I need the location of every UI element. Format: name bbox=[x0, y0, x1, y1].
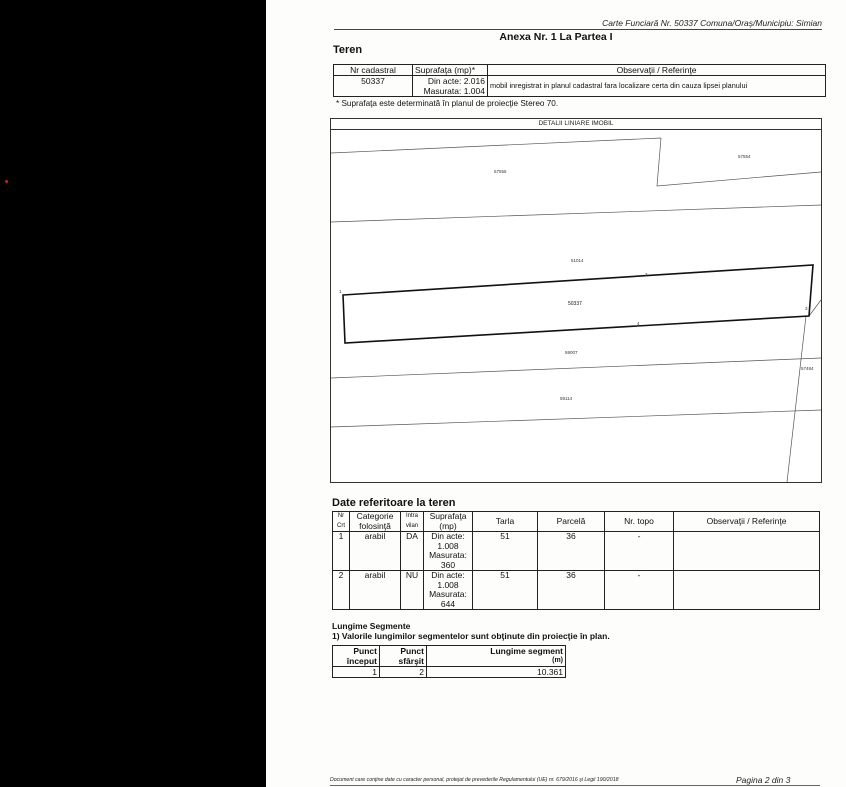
carte-funciara-header: Carte Funciară Nr. 50337 Comuna/Oraş/Municipiu: Simian bbox=[602, 18, 822, 28]
punct-inceput: 1 bbox=[333, 667, 380, 678]
suprafata-cell bbox=[413, 76, 488, 97]
th-nr-topo: Nr. topo bbox=[605, 512, 674, 532]
table-row bbox=[333, 571, 820, 610]
footer-notice: Document care conţine date cu caracter personal, protejat de prevederile Regulamentului (UE) nr. 679/2016 şi Legii 190/2018 bbox=[330, 777, 619, 783]
parcela: 36 bbox=[538, 532, 605, 571]
th-punct-inceput: Punct început bbox=[333, 646, 380, 667]
footer-divider bbox=[330, 785, 820, 786]
boundary-line bbox=[331, 410, 821, 427]
th-tarla: Tarla bbox=[473, 512, 538, 532]
observatii bbox=[674, 532, 820, 571]
lungime-note: 1) Valorile lungimilor segmentelor sunt obţinute din proiecţie în plan. bbox=[332, 631, 610, 641]
label-51014: 51014 bbox=[571, 258, 584, 263]
plan-title: DETALII LINIARE IMOBIL bbox=[331, 119, 821, 130]
date-referitoare-title: Date referitoare la teren bbox=[332, 497, 456, 509]
categorie: arabil bbox=[350, 571, 401, 610]
th-nr-cadastral: Nr cadastral bbox=[334, 65, 413, 76]
observatii: mobil inregistrat in planul cadastral fara localizare certa din cauza lipsei planului bbox=[488, 76, 826, 97]
nr-crt: 2 bbox=[333, 571, 350, 610]
th-punct-sfarsit: Punct sfârşit bbox=[380, 646, 427, 667]
nr-cadastral: 50337 bbox=[334, 76, 413, 97]
din-acte: Din acte: 1.008 bbox=[431, 531, 465, 551]
plan-drawing bbox=[331, 130, 821, 482]
header-divider bbox=[334, 29, 822, 30]
th-intravilan: Intra vilan bbox=[401, 512, 424, 532]
suprafata-cell bbox=[424, 532, 473, 571]
point-2: 2 bbox=[645, 272, 648, 277]
label-59114: 59114 bbox=[560, 396, 573, 401]
tarla: 51 bbox=[473, 571, 538, 610]
nr-crt: 1 bbox=[333, 532, 350, 571]
nr-topo: - bbox=[605, 571, 674, 610]
parcela: 36 bbox=[538, 571, 605, 610]
th-parcela: Parcelă bbox=[538, 512, 605, 532]
th-lungime-segment bbox=[427, 646, 566, 667]
boundary-line bbox=[787, 316, 806, 482]
label-57554: 57554 bbox=[738, 154, 751, 159]
label-59007: 59007 bbox=[565, 350, 578, 355]
boundary-line bbox=[331, 358, 821, 378]
th-categorie: Categorie folosinţă bbox=[350, 512, 401, 532]
anexa-title: Anexa Nr. 1 La Partea I bbox=[499, 31, 613, 43]
punct-sfarsit: 2 bbox=[380, 667, 427, 678]
lungime-title: Lungime Segmente bbox=[332, 621, 411, 631]
page-number: Pagina 2 din 3 bbox=[736, 775, 791, 785]
masurata: Masurata: 360 bbox=[429, 550, 467, 570]
boundary-line bbox=[331, 205, 821, 222]
din-acte: Din acte: 2.016 bbox=[427, 76, 485, 86]
point-3: 3 bbox=[805, 306, 808, 311]
th-suprafata-mp: Suprafaţa (mp) bbox=[424, 512, 473, 532]
intravilan: NU bbox=[401, 571, 424, 610]
observatii bbox=[674, 571, 820, 610]
boundary-line bbox=[331, 138, 661, 153]
th-observatii-ref: Observaţii / Referinţe bbox=[674, 512, 820, 532]
table-row bbox=[333, 532, 820, 571]
th-observatii: Observaţii / Referinţe bbox=[488, 65, 826, 76]
masurata: Masurata: 1.004 bbox=[423, 86, 485, 96]
lungime-segment: 10.361 bbox=[427, 667, 566, 678]
plan-imobil bbox=[330, 118, 822, 483]
label-57484: 57484 bbox=[801, 366, 814, 371]
lungime-unit: (m) bbox=[552, 657, 563, 664]
lungime-section bbox=[332, 621, 610, 641]
point-4: 4 bbox=[637, 321, 640, 326]
label-57555: 57555 bbox=[494, 169, 507, 174]
masurata: Masurata: 644 bbox=[429, 589, 467, 609]
intravilan: DA bbox=[401, 532, 424, 571]
lungime-table bbox=[332, 645, 566, 678]
red-dot bbox=[5, 180, 8, 183]
din-acte: Din acte: 1.008 bbox=[431, 570, 465, 590]
document-page bbox=[266, 0, 846, 787]
stereo-note: * Suprafaţa este determinată în planul de proiecţie Stereo 70. bbox=[336, 99, 559, 108]
th-nr-crt: Nr Crt bbox=[333, 512, 350, 532]
nr-topo: - bbox=[605, 532, 674, 571]
point-1: 1 bbox=[339, 289, 342, 294]
table-row bbox=[333, 667, 566, 678]
lungime-header: Lungime segment bbox=[490, 646, 563, 656]
suprafata-cell bbox=[424, 571, 473, 610]
th-suprafata: Suprafaţa (mp)* bbox=[413, 65, 488, 76]
boundary-line bbox=[657, 138, 821, 186]
tarla: 51 bbox=[473, 532, 538, 571]
categorie: arabil bbox=[350, 532, 401, 571]
date-teren-table bbox=[332, 511, 820, 610]
teren-table bbox=[333, 64, 826, 97]
label-50337: 50337 bbox=[568, 301, 582, 307]
teren-title: Teren bbox=[333, 44, 363, 56]
